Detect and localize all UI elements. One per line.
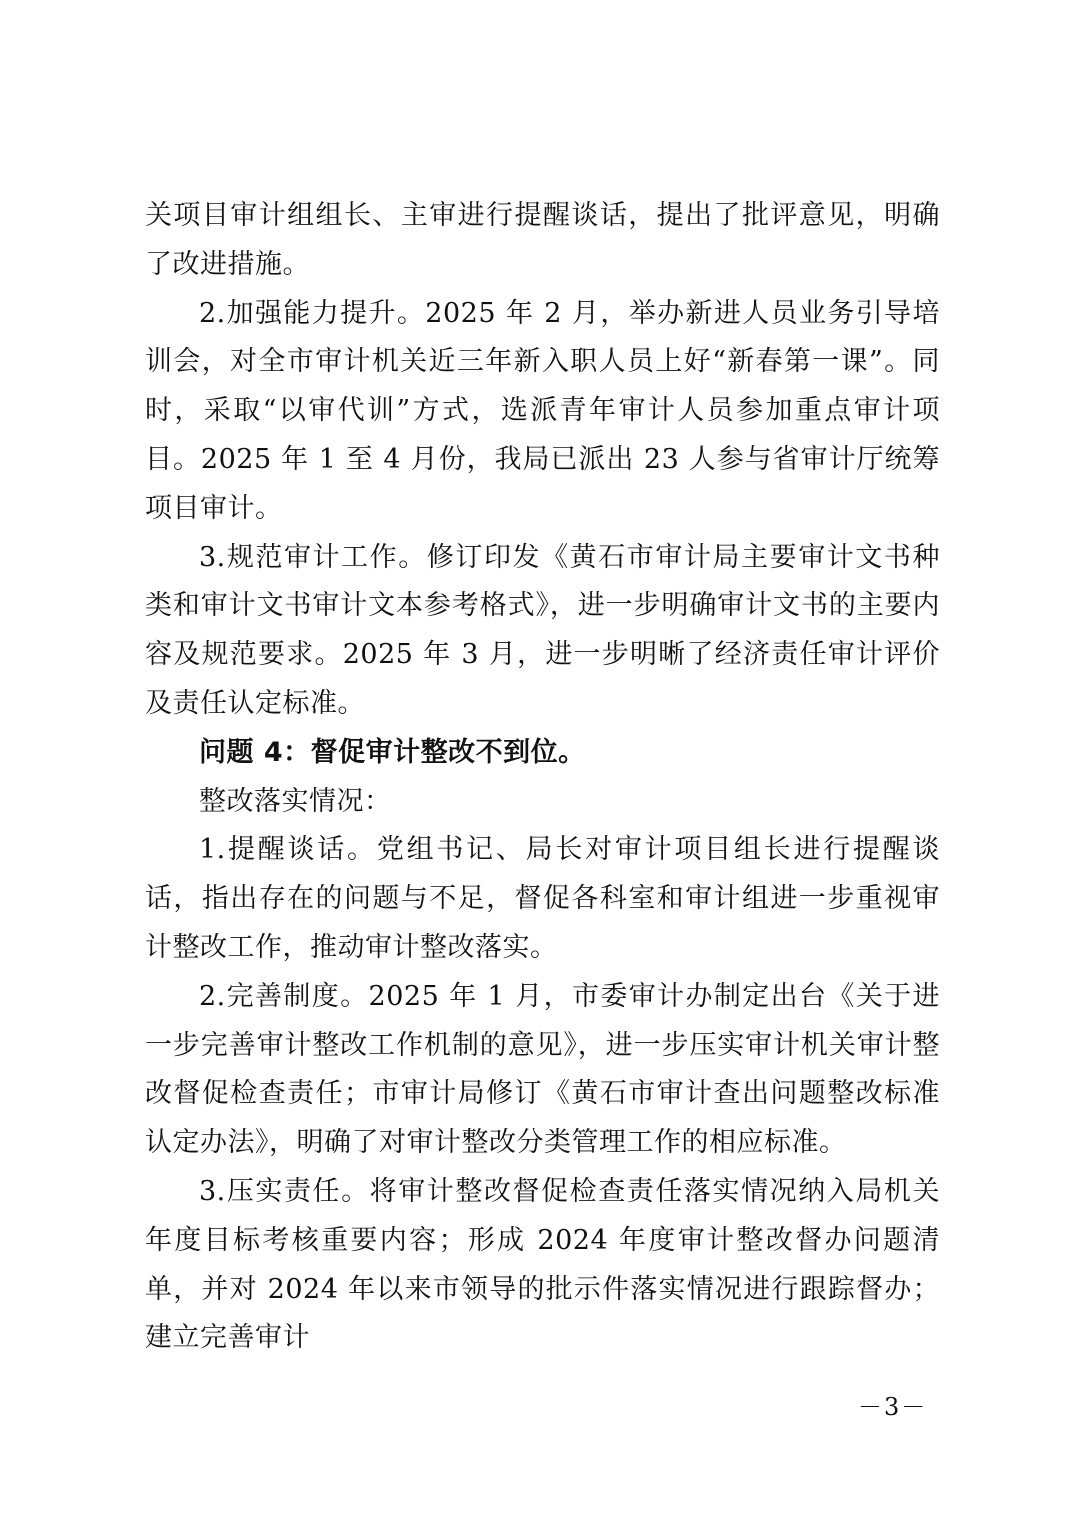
document-body <box>145 192 940 1363</box>
page-number: －3－ <box>858 1393 928 1421</box>
paragraph-capacity-building: 2.加强能力提升。2025 年 2 月，举办新进人员业务引导培训会，对全市审计机关近三年新入职人员上好“新春第一课”。同时，采取“以审代训”方式，选派青年审计人员参加重点审计项目。2025 年 1 至 4 月份，我局已派出 23 人参与省审计厅统筹项目审计。 <box>145 297 940 524</box>
paragraph-reminder-talk: 1.提醒谈话。党组书记、局长对审计项目组长进行提醒谈话，指出存在的问题与不足，督促各科室和审计组进一步重视审计整改工作，推动审计整改落实。 <box>145 834 940 963</box>
paragraph-continuation: 关项目审计组组长、主审进行提醒谈话，提出了批评意见，明确了改进措施。 <box>145 200 940 280</box>
rectification-status-label: 整改落实情况： <box>199 785 392 817</box>
paragraph-standardize-audit: 3.规范审计工作。修订印发《黄石市审计局主要审计文书种类和审计文书审计文本参考格式》，进一步明确审计文书的主要内容及规范要求。2025 年 3 月，进一步明晰了经济责任审计评价及责任认定标准。 <box>145 541 940 719</box>
issue-heading: 问题 4：督促审计整改不到位。 <box>199 736 586 768</box>
paragraph-improve-system: 2.完善制度。2025 年 1 月，市委审计办制定出台《关于进一步完善审计整改工作机制的意见》，进一步压实审计机关审计整改督促检查责任；市审计局修订《黄石市审计查出问题整改标准认定办法》，明确了对审计整改分类管理工作的相应标准。 <box>145 980 940 1159</box>
paragraph-responsibility: 3.压实责任。将审计整改督促检查责任落实情况纳入局机关年度目标考核重要内容；形成 2024 年度审计整改督办问题清单，并对 2024 年以来市领导的批示件落实情况进行跟踪督办；建立完善审计 <box>145 1175 940 1354</box>
